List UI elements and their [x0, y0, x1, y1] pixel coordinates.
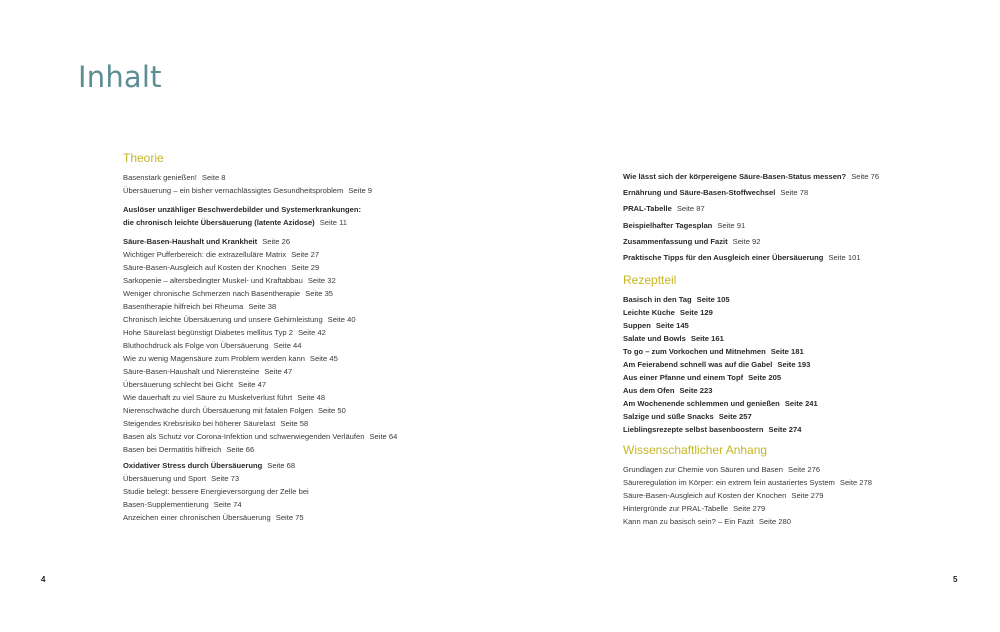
page-ref: Seite 50	[317, 406, 346, 415]
page-ref: Seite 279	[733, 504, 766, 514]
page-ref: Seite 205	[748, 373, 782, 383]
page-ref: Seite 78	[780, 188, 809, 198]
toc-entry[interactable]: Lieblingsrezepte selbst basenboostern Seite 274	[623, 425, 802, 435]
page-ref: Seite 279	[791, 491, 824, 501]
toc-entry[interactable]: Studie belegt: bessere Energieversorgung der Zelle bei	[123, 487, 309, 496]
page-ref: Seite 38	[248, 302, 277, 311]
page-ref: Seite 161	[690, 334, 724, 344]
page-ref: Seite 181	[770, 347, 804, 357]
toc-entry[interactable]: Ernährung und Säure-Basen-Stoffwechsel Seite 78	[623, 188, 809, 198]
page-ref: Seite 58	[280, 419, 309, 428]
page-ref: Seite 91	[717, 220, 746, 230]
page-ref: Seite 42	[297, 328, 326, 337]
page-ref: Seite 44	[273, 341, 302, 350]
toc-entry[interactable]: Wie zu wenig Magensäure zum Problem werden kann Seite 45	[123, 354, 338, 363]
toc-entry[interactable]: Leichte Küche Seite 129	[623, 308, 713, 318]
toc-entry[interactable]: Weniger chronische Schmerzen nach Basentherapie Seite 35	[123, 289, 334, 298]
toc-entry[interactable]: Suppen Seite 145	[623, 321, 689, 331]
page-ref: Seite 47	[238, 380, 267, 389]
page-ref: Seite 257	[718, 412, 752, 422]
page-ref: Seite 223	[679, 386, 713, 396]
toc-entry[interactable]: Säureregulation im Körper: ein extrem fein austariertes System Seite 278	[623, 478, 872, 488]
toc-entry[interactable]: Anzeichen einer chronischen Übersäuerung Seite 75	[123, 513, 304, 522]
page-ref: Seite 27	[291, 250, 320, 259]
toc-entry[interactable]: Grundlagen zur Chemie von Säuren und Basen Seite 276	[623, 465, 821, 475]
page-ref: Seite 129	[679, 308, 713, 318]
section-title-anhang: Wissenschaftlicher Anhang	[623, 443, 768, 458]
toc-entry[interactable]: PRAL-Tabelle Seite 87	[623, 204, 705, 214]
toc-entry[interactable]: Hohe Säurelast begünstigt Diabetes mellitus Typ 2 Seite 42	[123, 328, 326, 337]
page-ref: Seite 193	[777, 360, 811, 370]
page-ref: Seite 8	[201, 173, 226, 182]
page-ref: Seite 278	[839, 478, 872, 488]
toc-entry[interactable]: Basen bei Dermatitis hilfreich Seite 66	[123, 445, 255, 454]
toc-entry[interactable]: Säure-Basen-Haushalt und Nierensteine Seite 47	[123, 367, 293, 376]
toc-entry[interactable]: Salate und Bowls Seite 161	[623, 334, 724, 344]
toc-entry[interactable]: Praktische Tipps für den Ausgleich einer Übersäuerung Seite 101	[623, 253, 861, 263]
page-number-right: 5	[953, 575, 958, 584]
toc-entry[interactable]: Nierenschwäche durch Übersäuerung mit fatalen Folgen Seite 50	[123, 406, 346, 415]
toc-entry[interactable]: Basisch in den Tag Seite 105	[623, 295, 730, 305]
page-ref: Seite 26	[262, 237, 291, 246]
section-title-rezeptteil: Rezeptteil	[623, 273, 677, 288]
toc-entry[interactable]: Säure-Basen-Ausgleich auf Kosten der Knochen Seite 29	[123, 263, 320, 272]
toc-entry[interactable]: Basenstark genießen! Seite 8	[123, 173, 226, 182]
toc-entry[interactable]: Aus dem Ofen Seite 223	[623, 386, 713, 396]
right-column	[623, 169, 963, 528]
toc-entry[interactable]: Hintergründe zur PRAL-Tabelle Seite 279	[623, 504, 766, 514]
page-ref: Seite 276	[788, 465, 821, 475]
page-ref: Seite 47	[264, 367, 293, 376]
toc-entry[interactable]: Chronisch leichte Übersäuerung und unsere Gehirnleistung Seite 40	[123, 315, 356, 324]
section-title-theorie: Theorie	[123, 151, 164, 165]
rezeptteil-list	[623, 293, 963, 436]
theorie-list	[123, 171, 473, 524]
toc-entry[interactable]: Am Wochenende schlemmen und genießen Seite 241	[623, 399, 818, 409]
page-ref: Seite 101	[828, 253, 861, 263]
toc-entry[interactable]: Übersäuerung schlecht bei Gicht Seite 47	[123, 380, 267, 389]
toc-entry[interactable]: Wichtiger Pufferbereich: die extrazelluläre Matrix Seite 27	[123, 250, 320, 259]
toc-entry[interactable]: To go – zum Vorkochen und Mitnehmen Seite 181	[623, 347, 804, 357]
toc-entry[interactable]: Auslöser unzähliger Beschwerdebilder und Systemerkrankungen:	[123, 205, 362, 214]
page-ref: Seite 87	[676, 204, 705, 214]
toc-entry[interactable]: Säure-Basen-Ausgleich auf Kosten der Knochen Seite 279	[623, 491, 824, 501]
page-ref: Seite 40	[327, 315, 356, 324]
toc-entry[interactable]: Basen-Supplementierung Seite 74	[123, 500, 242, 509]
page-ref: Seite 66	[226, 445, 255, 454]
page-ref: Seite 74	[213, 500, 242, 509]
page-ref: Seite 280	[758, 517, 791, 527]
toc-entry[interactable]: Basentherapie hilfreich bei Rheuma Seite 38	[123, 302, 277, 311]
page-ref: Seite 76	[851, 172, 880, 181]
page-ref: Seite 64	[369, 432, 398, 441]
toc-entry[interactable]: Beispielhafter Tagesplan Seite 91	[623, 220, 746, 230]
page-ref: Seite 92	[732, 236, 761, 246]
page-ref: Seite 9	[348, 186, 373, 195]
toc-entry[interactable]: Salzige und süße Snacks Seite 257	[623, 412, 752, 422]
toc-entry[interactable]: Säure-Basen-Haushalt und Krankheit Seite 26	[123, 237, 291, 246]
theorie-continued-list	[623, 169, 963, 266]
toc-entry[interactable]: Zusammenfassung und Fazit Seite 92	[623, 236, 761, 246]
page-ref: Seite 29	[291, 263, 320, 272]
page-ref: Seite 45	[309, 354, 338, 363]
page-ref: Seite 11	[319, 218, 348, 227]
toc-entry[interactable]: die chronisch leichte Übersäuerung (latente Azidose) Seite 11	[123, 218, 348, 227]
toc-entry[interactable]: Übersäuerung und Sport Seite 73	[123, 474, 240, 483]
toc-entry[interactable]: Steigendes Krebsrisiko bei höherer Säurelast Seite 58	[123, 419, 309, 428]
toc-entry[interactable]: Übersäuerung – ein bisher vernachlässigtes Gesundheitsproblem Seite 9	[123, 186, 373, 195]
toc-entry[interactable]: Oxidativer Stress durch Übersäuerung Seite 68	[123, 461, 296, 470]
page-ref: Seite 274	[768, 425, 802, 435]
toc-entry[interactable]: Basen als Schutz vor Corona-Infektion und schwerwiegenden Verläufen Seite 64	[123, 432, 398, 441]
page-heading: Inhalt	[78, 60, 162, 94]
page-ref: Seite 68	[267, 461, 296, 470]
page-ref: Seite 32	[307, 276, 336, 285]
toc-entry[interactable]: Bluthochdruck als Folge von Übersäuerung Seite 44	[123, 341, 302, 350]
toc-entry[interactable]: Wie dauerhaft zu viel Säure zu Muskelverlust führt Seite 48	[123, 393, 326, 402]
page-ref: Seite 145	[655, 321, 689, 331]
anhang-list	[623, 463, 963, 528]
toc-entry[interactable]: Sarkopenie – altersbedingter Muskel- und Kraftabbau Seite 32	[123, 276, 336, 285]
toc-entry[interactable]: Kann man zu basisch sein? – Ein Fazit Seite 280	[623, 517, 791, 527]
toc-entry[interactable]: Wie lässt sich der körpereigene Säure-Basen-Status messen? Seite 76	[623, 172, 880, 181]
page-ref: Seite 75	[275, 513, 304, 522]
page-ref: Seite 35	[305, 289, 334, 298]
page-ref: Seite 241	[784, 399, 818, 409]
page-ref: Seite 48	[297, 393, 326, 402]
toc-entry[interactable]: Aus einer Pfanne und einem Topf Seite 205	[623, 373, 782, 383]
page-number-left: 4	[41, 575, 46, 584]
page-ref: Seite 73	[211, 474, 240, 483]
toc-entry[interactable]: Am Feierabend schnell was auf die Gabel Seite 193	[623, 360, 811, 370]
page-ref: Seite 105	[696, 295, 730, 305]
left-column	[123, 150, 473, 524]
